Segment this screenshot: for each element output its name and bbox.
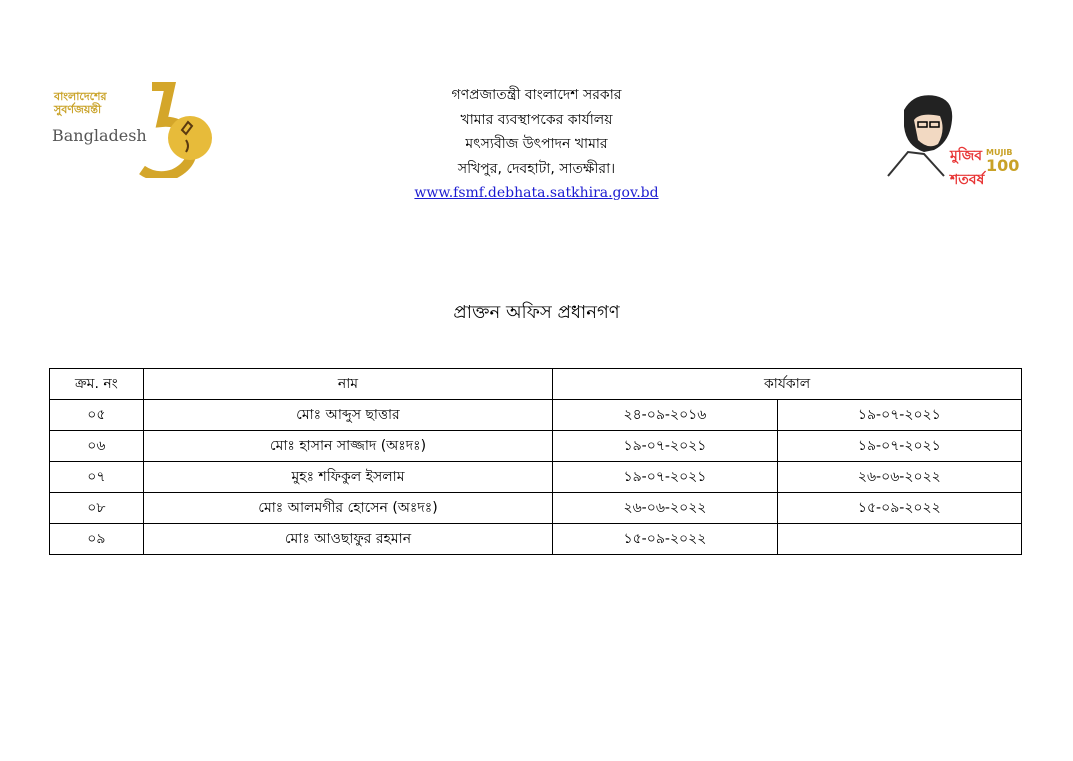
office-name: খামার ব্যবস্থাপকের কার্যালয় xyxy=(460,111,613,128)
serial-cell: ০৫ xyxy=(50,400,144,431)
serial-cell: ০৭ xyxy=(50,462,144,493)
table-row xyxy=(50,493,1022,524)
name-cell: মোঃ আলমগীর হোসেন (অঃদঃ) xyxy=(143,493,553,524)
mujib-bn-label: মুজিব শতবর্ষ xyxy=(950,148,985,188)
from-date-cell: ১৯-০৭-২০২১ xyxy=(553,431,777,462)
website-link[interactable]: www.fsmf.debhata.satkhira.gov.bd xyxy=(414,185,659,201)
serial-cell: ০৬ xyxy=(50,431,144,462)
name-cell: মোঃ হাসান সাজ্জাদ (অঃদঃ) xyxy=(143,431,553,462)
to-date-cell: ১৯-০৭-২০২১ xyxy=(777,431,1021,462)
from-date-cell: ১৫-০৯-২০২২ xyxy=(553,524,777,555)
name-cell: মোঃ আওছাফুর রহমান xyxy=(143,524,553,555)
name-cell: মোঃ আব্দুস ছাত্তার xyxy=(143,400,553,431)
header-serial: ক্রম. নং xyxy=(50,369,144,400)
table-header-row xyxy=(50,369,1022,400)
header-name: নাম xyxy=(143,369,553,400)
to-date-cell: ১৯-০৭-২০২১ xyxy=(777,400,1021,431)
to-date-cell xyxy=(777,524,1021,555)
mujib-en-label: MUJIB xyxy=(986,148,1013,157)
serial-cell: ০৮ xyxy=(50,493,144,524)
header-tenure: কার্যকাল xyxy=(553,369,1022,400)
hundred-label: 100 xyxy=(986,156,1020,175)
govt-name: গণপ্রজাতন্ত্রী বাংলাদেশ সরকার xyxy=(451,87,622,103)
jubilee-bn-text: বাংলাদেশের সুবর্ণজয়ন্তী xyxy=(54,90,107,116)
table-row xyxy=(50,462,1022,493)
to-date-cell: ১৫-০৯-২০২২ xyxy=(777,493,1021,524)
table-row xyxy=(50,431,1022,462)
to-date-cell: ২৬-০৬-২০২২ xyxy=(777,462,1021,493)
mujib-100-logo xyxy=(884,90,1020,188)
office-heads-table xyxy=(49,368,1022,555)
name-cell: মুহঃ শফিকুল ইসলাম xyxy=(143,462,553,493)
from-date-cell: ২৪-০৯-২০১৬ xyxy=(553,400,777,431)
page-title: প্রাক্তন অফিস প্রধানগণ xyxy=(453,302,620,323)
address: সখিপুর, দেবহাটা, সাতক্ষীরা। xyxy=(457,160,616,177)
from-date-cell: ১৯-০৭-২০২১ xyxy=(553,462,777,493)
table-row xyxy=(50,400,1022,431)
serial-cell: ০৯ xyxy=(50,524,144,555)
office-header xyxy=(300,83,773,206)
from-date-cell: ২৬-০৬-২০২২ xyxy=(553,493,777,524)
bangladesh-text: Bangladesh xyxy=(52,126,147,145)
table-row xyxy=(50,524,1022,555)
golden-jubilee-logo xyxy=(52,82,214,178)
farm-name: মৎস্যবীজ উৎপাদন খামার xyxy=(465,136,608,152)
